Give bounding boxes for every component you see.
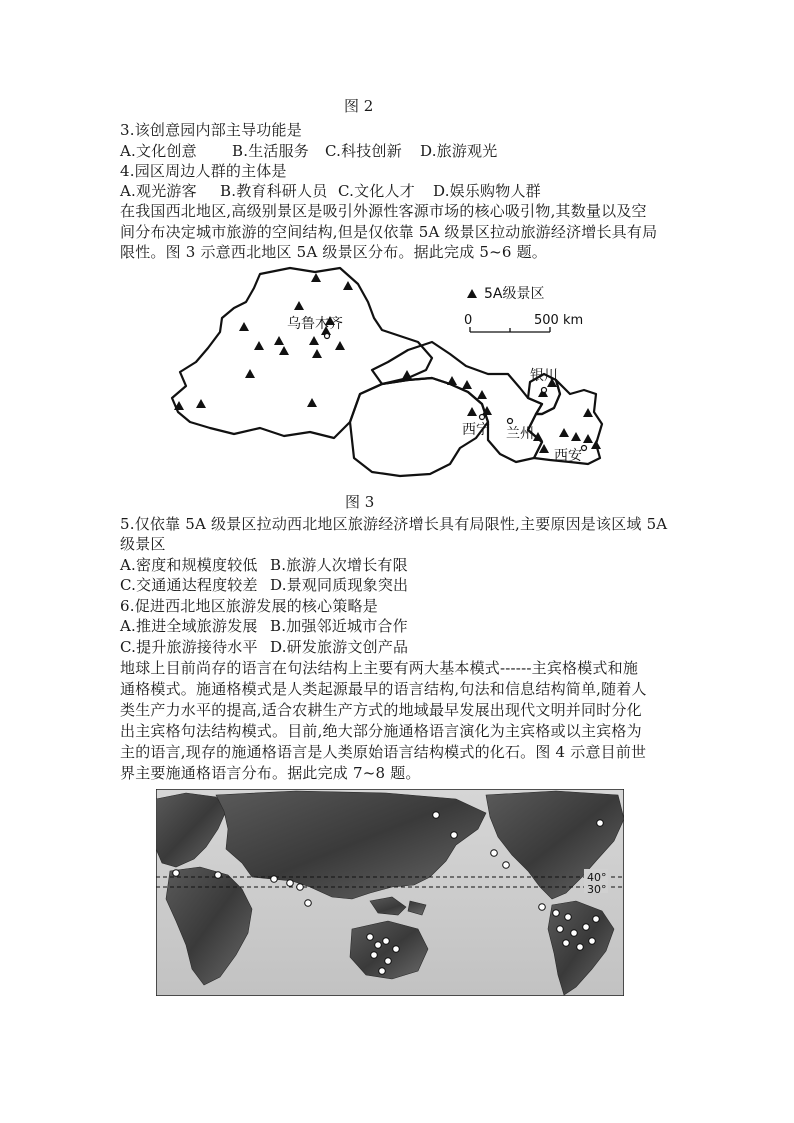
- latitude-40-label: 40°: [587, 871, 607, 884]
- 5a-scenic-marker: [239, 322, 249, 331]
- ergative-language-dot: [383, 938, 390, 945]
- question-5-stem-line-2: 级景区: [120, 535, 166, 553]
- city-label-yinchuan: 银川: [530, 368, 558, 384]
- 5a-scenic-marker: [274, 336, 284, 345]
- ergative-language-dot: [589, 938, 596, 945]
- passage-1-line-1: 在我国西北地区,高级别景区是吸引外源性客源市场的核心吸引物,其数量以及空: [120, 202, 647, 220]
- 5a-scenic-marker: [462, 380, 472, 389]
- ergative-language-dot: [451, 832, 458, 839]
- 5a-scenic-marker: [335, 341, 345, 350]
- xinjiang-outline: [172, 268, 432, 438]
- ergative-language-dot: [297, 884, 304, 891]
- q4-option-a: A.观光游客: [120, 182, 197, 200]
- northwest-china-map: [150, 262, 610, 482]
- ergative-language-dot: [379, 968, 386, 975]
- q3-option-b: B.生活服务: [232, 142, 309, 160]
- ergative-language-dot: [367, 934, 374, 941]
- xining-city-dot: [480, 415, 485, 420]
- 5a-scenic-marker: [312, 349, 322, 358]
- 5a-scenic-marker: [583, 434, 593, 443]
- ergative-language-dot: [593, 916, 600, 923]
- q5-option-b: B.旅游人次增长有限: [270, 556, 408, 574]
- ergative-language-dot: [385, 958, 392, 965]
- 5a-scenic-marker: [254, 341, 264, 350]
- 5a-scenic-marker: [583, 408, 593, 417]
- question-5-stem-line-1: 5.仅依靠 5A 级景区拉动西北地区旅游经济增长具有局限性,主要原因是该区域 5A: [120, 515, 668, 533]
- 5a-scenic-marker: [402, 370, 412, 379]
- ergative-language-dot: [597, 820, 604, 827]
- q4-option-c: C.文化人才: [338, 182, 415, 200]
- 5a-scenic-marker: [311, 273, 321, 282]
- question-4-options: [120, 181, 680, 201]
- q4-option-b: B.教育科研人员: [220, 182, 328, 200]
- ergative-language-dot: [565, 914, 572, 921]
- 5a-scenic-marker: [591, 440, 601, 449]
- figure-2-caption: 图 2: [344, 97, 374, 115]
- passage-2-line-6: 界主要施通格语言分布。据此完成 7~8 题。: [120, 764, 421, 782]
- 5a-scenic-marker: [343, 281, 353, 290]
- q6-option-c: C.提升旅游接待水平: [120, 638, 258, 656]
- scale-zero-label: 0: [464, 313, 473, 328]
- q4-option-d: D.娱乐购物人群: [433, 182, 541, 200]
- question-3-options: [120, 141, 680, 161]
- 5a-scenic-marker: [294, 301, 304, 310]
- 5a-scenic-marker: [559, 428, 569, 437]
- xian-city-dot: [582, 446, 587, 451]
- 5a-scenic-marker: [477, 390, 487, 399]
- question-5-options-row-1: [120, 555, 680, 575]
- q5-option-c: C.交通通达程度较差: [120, 576, 258, 594]
- q3-option-a: A.文化创意: [120, 142, 197, 160]
- q5-option-d: D.景观同质现象突出: [270, 576, 409, 594]
- ergative-language-dot: [553, 910, 560, 917]
- q6-option-b: B.加强邻近城市合作: [270, 617, 408, 635]
- ergative-language-dot: [393, 946, 400, 953]
- city-label-xian: 西安: [554, 448, 582, 464]
- q6-option-a: A.推进全域旅游发展: [120, 617, 258, 635]
- ergative-language-dot: [571, 930, 578, 937]
- city-label-urumqi: 乌鲁木齐: [287, 316, 343, 332]
- ergative-language-dot: [433, 812, 440, 819]
- q5-option-a: A.密度和规模度较低: [120, 556, 258, 574]
- q6-option-d: D.研发旅游文创产品: [270, 638, 409, 656]
- question-3-stem: 3.该创意园内部主导功能是: [120, 121, 302, 139]
- ergative-language-dot: [305, 900, 312, 907]
- legend-label: 5A级景区: [484, 286, 545, 302]
- lanzhou-city-dot: [508, 419, 513, 424]
- 5a-scenic-marker: [571, 432, 581, 441]
- yinchuan-city-dot: [542, 388, 547, 393]
- ergative-language-dot: [271, 876, 278, 883]
- 5a-scenic-marker: [307, 398, 317, 407]
- gansu-outline: [372, 342, 542, 462]
- urumqi-city-dot: [325, 334, 330, 339]
- 5a-scenic-marker: [245, 369, 255, 378]
- q3-option-c: C.科技创新: [325, 142, 402, 160]
- question-5-options-row-2: [120, 575, 680, 595]
- passage-2-line-2: 通格模式。施通格模式是人类起源最早的语言结构,句法和信息结构简单,随着人: [120, 680, 647, 698]
- figure-3-caption: 图 3: [345, 493, 375, 511]
- scale-distance-label: 500 km: [534, 313, 584, 328]
- ergative-language-dot: [539, 904, 546, 911]
- passage-2-line-4: 出主宾格句法结构模式。目前,绝大部分施通格语言演化为主宾格或以主宾格为: [120, 722, 642, 740]
- ergative-language-dot: [173, 870, 180, 877]
- passage-1-line-2: 间分布决定城市旅游的空间结构,但是仅依靠 5A 级景区拉动旅游经济增长具有局: [120, 223, 658, 241]
- passage-1-line-3: 限性。图 3 示意西北地区 5A 级景区分布。据此完成 5~6 题。: [120, 243, 547, 261]
- australia-landmass: [350, 921, 428, 979]
- question-6-stem: 6.促进西北地区旅游发展的核心策略是: [120, 597, 378, 615]
- ergative-language-dot: [215, 872, 222, 879]
- passage-2-line-1: 地球上目前尚存的语言在句法结构上主要有两大基本模式------主宾格模式和施: [120, 659, 639, 677]
- ergative-language-dot: [491, 850, 498, 857]
- question-6-options-row-1: [120, 616, 680, 636]
- ergative-language-dot: [563, 940, 570, 947]
- ergative-language-dot: [375, 942, 382, 949]
- passage-2-line-3: 类生产力水平的提高,适合农耕生产方式的地域最早发展出现代文明并同时分化: [120, 701, 642, 719]
- passage-2-line-5: 主的语言,现存的施通格语言是人类原始语言结构模式的化石。图 4 示意目前世: [120, 743, 647, 761]
- 5a-scenic-marker: [196, 399, 206, 408]
- question-4-stem: 4.园区周边人群的主体是: [120, 162, 287, 180]
- 5a-scenic-marker: [467, 407, 477, 416]
- 5a-scenic-marker: [309, 336, 319, 345]
- question-6-options-row-2: [120, 637, 680, 657]
- ergative-language-dot: [503, 862, 510, 869]
- ergative-language-dot: [371, 952, 378, 959]
- city-label-lanzhou: 兰州: [506, 426, 534, 442]
- world-ergative-languages-map: [156, 789, 624, 996]
- city-label-xining: 西宁: [462, 422, 490, 438]
- 5a-scenic-marker: [279, 346, 289, 355]
- ergative-language-dot: [583, 924, 590, 931]
- legend-triangle-icon: [467, 289, 477, 298]
- 5a-scenic-marker: [447, 376, 457, 385]
- ergative-language-dot: [287, 880, 294, 887]
- ergative-language-dot: [557, 926, 564, 933]
- q3-option-d: D.旅游观光: [420, 142, 498, 160]
- latitude-30-label: 30°: [587, 883, 607, 896]
- ergative-language-dot: [577, 944, 584, 951]
